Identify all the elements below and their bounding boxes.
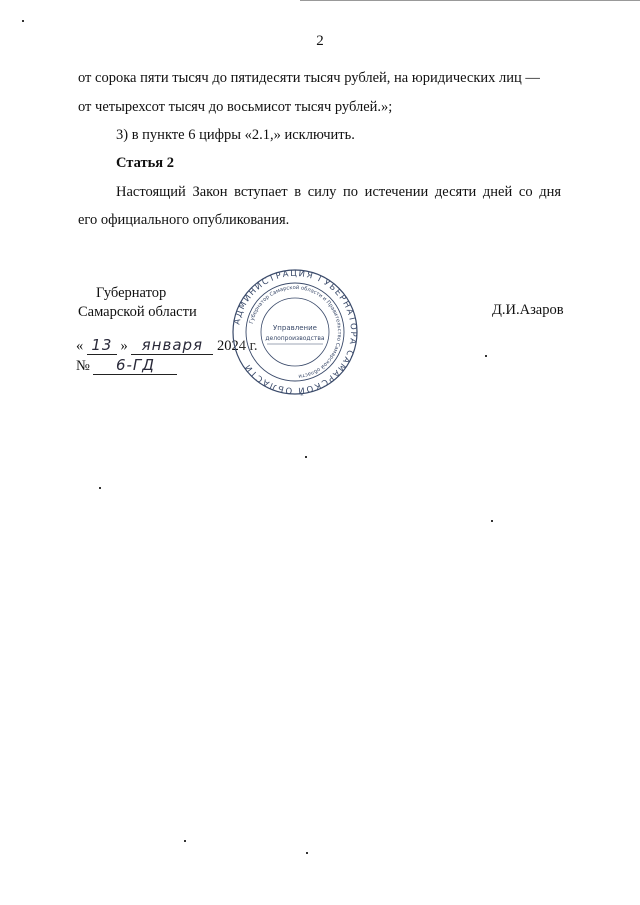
page-number: 2: [316, 33, 324, 49]
signatory-name: Д.И.Азаров: [492, 302, 564, 318]
date-open-quote: «: [76, 338, 84, 354]
scan-speck: [99, 487, 101, 489]
signatory-title: [78, 284, 197, 322]
date-close-quote: »: [120, 338, 128, 354]
seal-center-line-1: Управление: [273, 324, 317, 332]
article-text-line-2: его официального опубликования.: [78, 212, 290, 228]
body-line-1: от сорока пяти тысяч до пятидесяти тысяч рублей, на юридических лиц —: [78, 70, 540, 86]
date-month: января: [131, 336, 213, 355]
seal-inner-text: Губернатор Самарской области и Правительство Самарской области: [248, 284, 343, 379]
scan-speck: [306, 852, 308, 854]
scan-speck: [184, 840, 186, 842]
signatory-title-line-2: Самарской области: [78, 304, 197, 320]
scan-speck: [305, 456, 307, 458]
official-seal: [231, 268, 359, 396]
body-item-3: 3) в пункте 6 цифры «2.1,» исключить.: [116, 127, 355, 143]
date-day: 13: [87, 336, 117, 355]
seal-center-line-2: делопроизводства: [265, 335, 325, 342]
scan-speck: [485, 355, 487, 357]
date-year-suffix: 4 г.: [238, 338, 258, 354]
scan-edge-line: [300, 0, 640, 1]
law-number: [76, 356, 177, 375]
article-heading: Статья 2: [116, 155, 174, 171]
body-line-2: от четырехсот тысяч до восьмисот тысяч рублей.»;: [78, 99, 393, 115]
scan-speck: [491, 520, 493, 522]
signatory-title-line-1: Губернатор: [96, 285, 167, 301]
seal-outer-text: АДМИНИСТРАЦИЯ ГУБЕРНАТОРА САМАРСКОЙ ОБЛАСТИ: [232, 268, 359, 396]
article-text-line-1: Настоящий Закон вступает в силу по истечении десяти дней со дня: [116, 184, 561, 200]
number-label: №: [76, 358, 90, 374]
scan-speck: [22, 20, 24, 22]
seal-graphic: [231, 268, 359, 396]
number-value: 6-ГД: [93, 356, 177, 375]
date-year-prefix: 202: [217, 338, 239, 354]
